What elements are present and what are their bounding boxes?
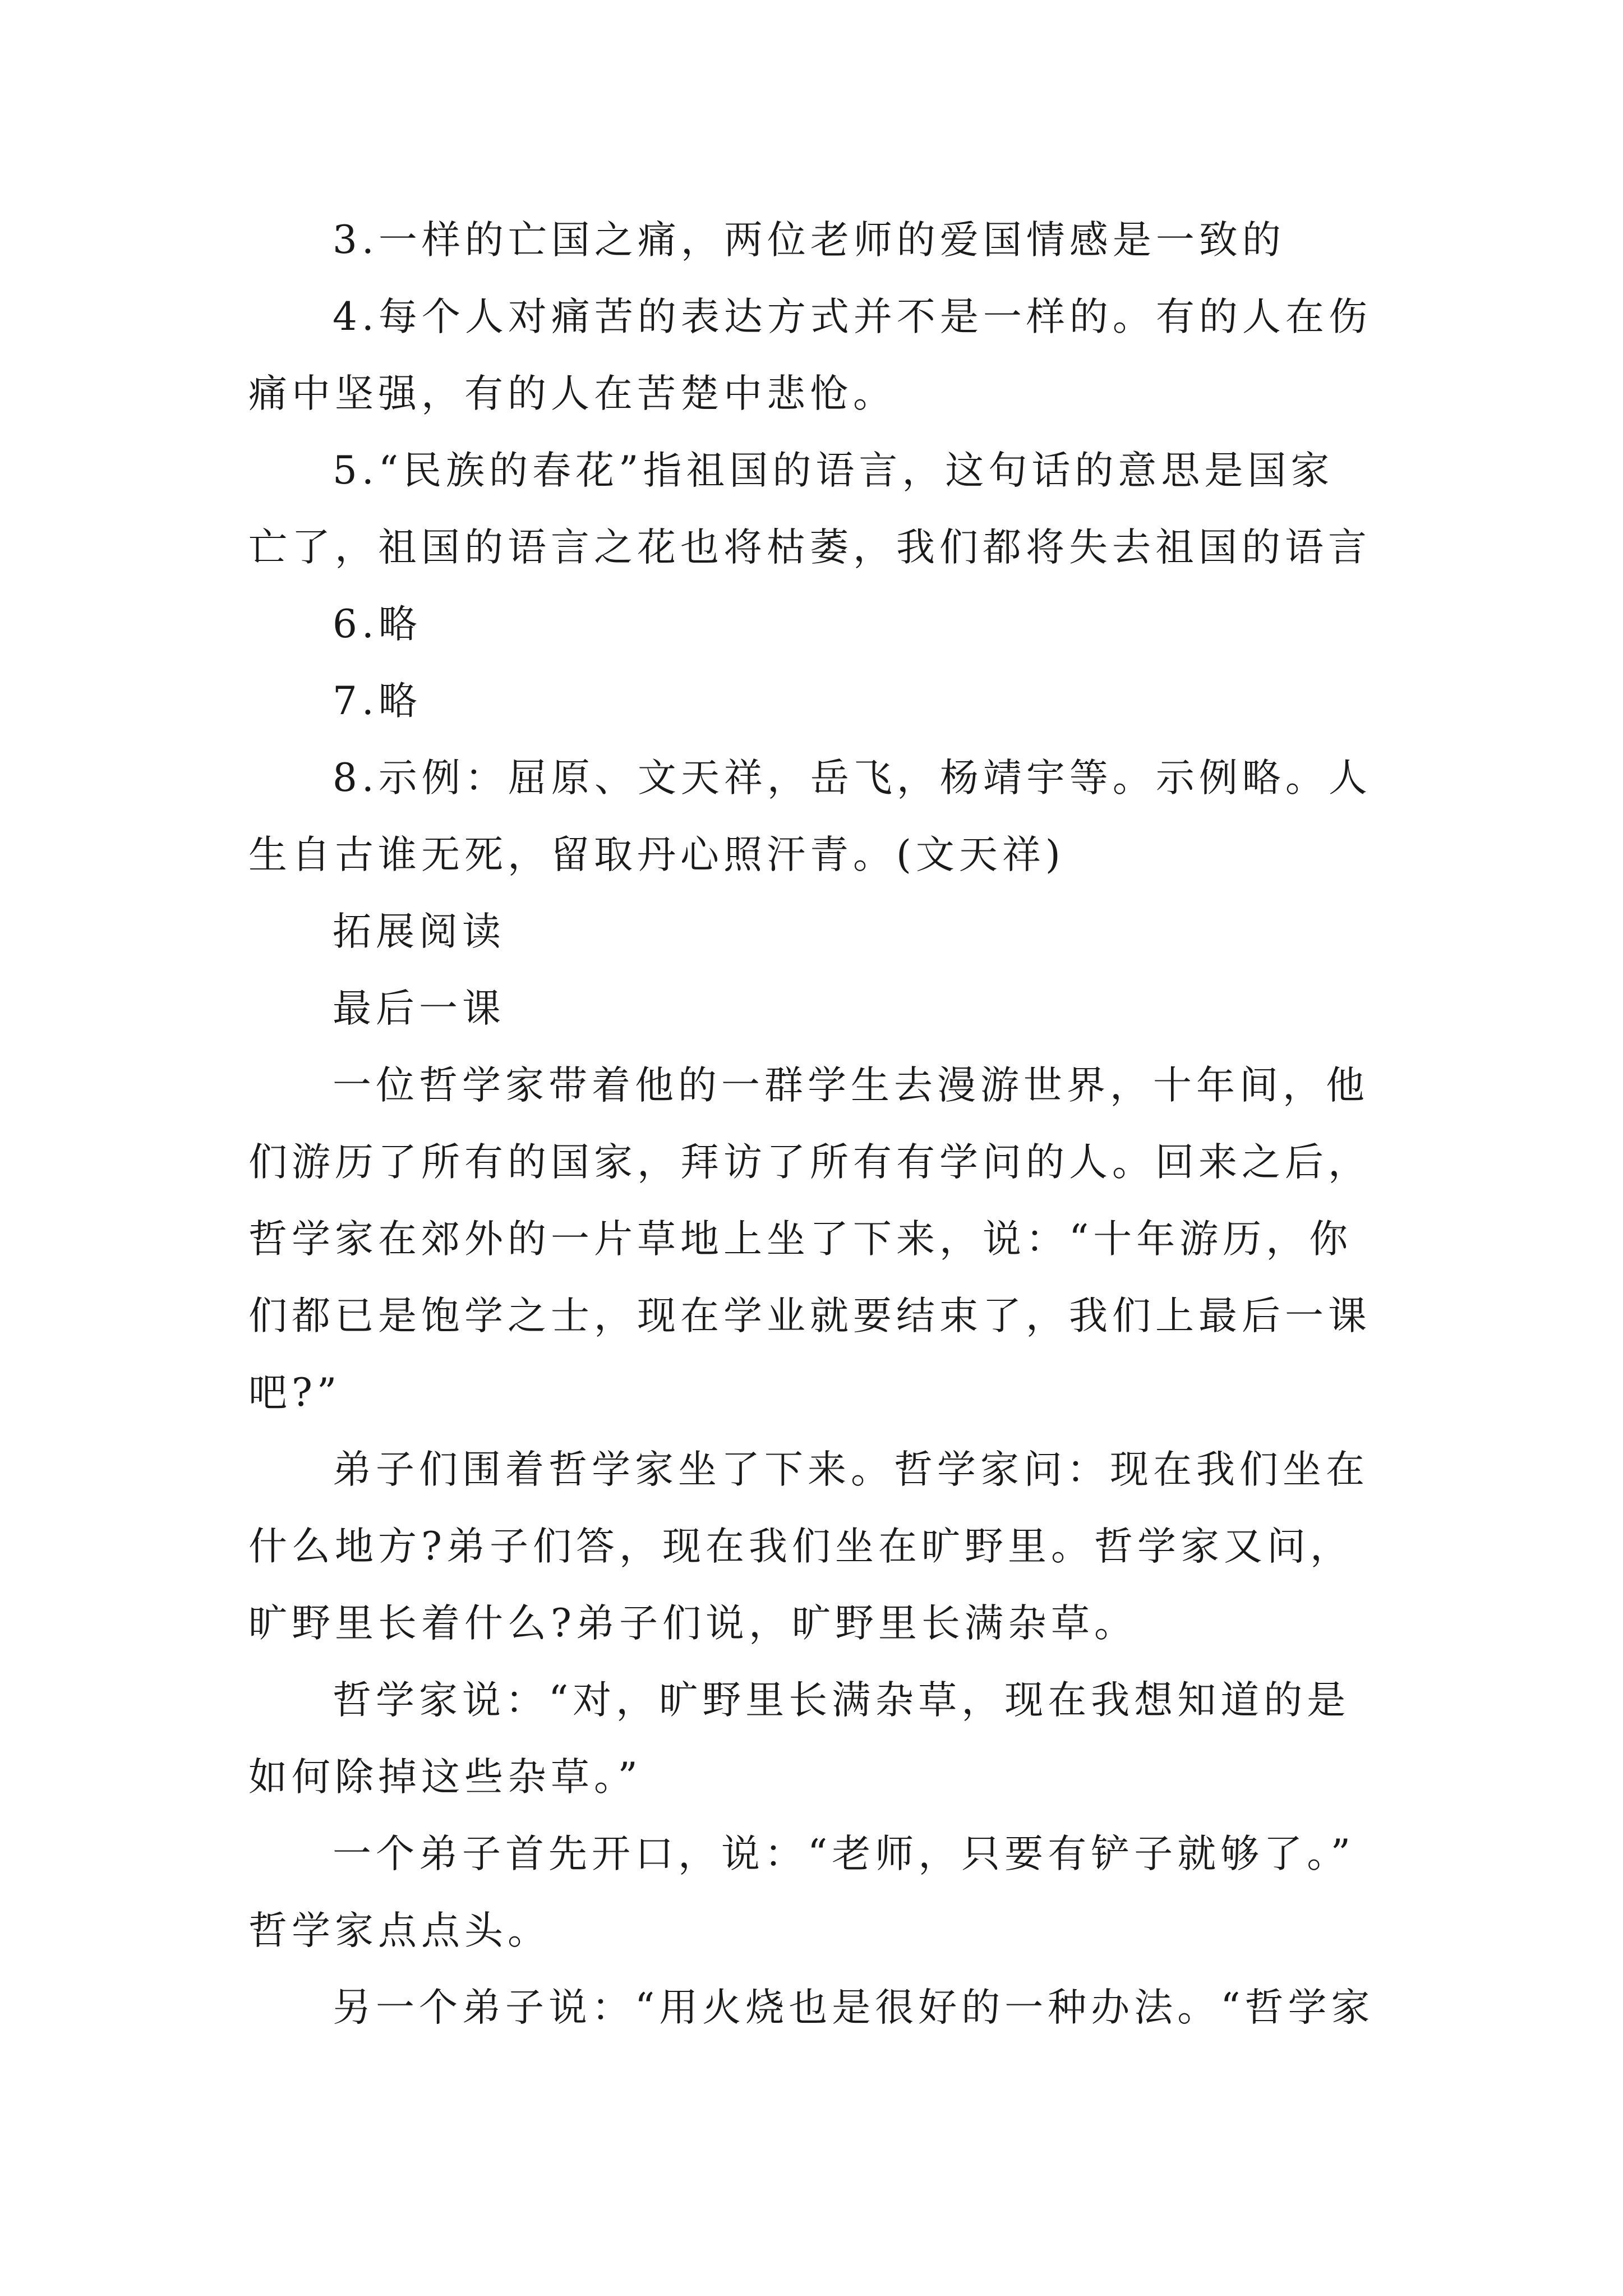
document-body	[248, 202, 1381, 2046]
answer-line-4: 4.每个人对痛苦的表达方式并不是一样的。有的人在伤	[333, 295, 1372, 339]
story-paragraph-1-line-2: 们游历了所有的国家，拜访了所有有学问的人。回来之后，	[248, 1140, 1371, 1185]
story-paragraph-1-line-4: 们都已是饱学之士，现在学业就要结束了，我们上最后一课	[248, 1294, 1371, 1338]
story-paragraph-4-line-2: 哲学家点点头。	[248, 1908, 551, 1953]
story-paragraph-2-line-3: 旷野里长着什么?弟子们说，旷野里长满杂草。	[248, 1601, 1137, 1646]
story-paragraph-1-line-3: 哲学家在郊外的一片草地上坐了下来，说：“十年游历，你	[248, 1217, 1353, 1262]
story-paragraph-1-line-1: 一位哲学家带着他的一群学生去漫游世界，十年间，他	[333, 1063, 1369, 1108]
story-paragraph-3-line-1: 哲学家说：“对，旷野里长满杂草，现在我想知道的是	[333, 1678, 1350, 1723]
story-paragraph-2-line-2: 什么地方?弟子们答，现在我们坐在旷野里。哲学家又问，	[248, 1524, 1353, 1569]
answer-line-8-cont: 生自古谁无死，留取丹心照汗青。(文天祥)	[248, 832, 1065, 877]
answer-line-8: 8.示例：屈原、文天祥，岳飞，杨靖宇等。示例略。人	[333, 756, 1372, 800]
answer-line-7: 7.略	[333, 679, 422, 724]
answer-line-5-cont: 亡了，祖国的语言之花也将枯萎，我们都将失去祖国的语言	[248, 525, 1371, 570]
story-title: 最后一课	[333, 986, 505, 1031]
answer-line-4-cont: 痛中坚强，有的人在苦楚中悲怆。	[248, 371, 896, 416]
answer-line-6: 6.略	[333, 602, 422, 647]
story-paragraph-3-line-2: 如何除掉这些杂草。”	[248, 1755, 642, 1800]
answer-line-5: 5.“民族的春花”指祖国的语言，这句话的意思是国家	[333, 448, 1334, 493]
section-heading: 拓展阅读	[333, 909, 505, 954]
answer-line-3: 3.一样的亡国之痛，两位老师的爱国情感是一致的	[333, 218, 1285, 263]
story-paragraph-5-line-1: 另一个弟子说：“用火烧也是很好的一种办法。“哲学家	[333, 1985, 1375, 2030]
story-paragraph-2-line-1: 弟子们围着哲学家坐了下来。哲学家问：现在我们坐在	[333, 1447, 1369, 1492]
story-paragraph-4-line-1: 一个弟子首先开口，说：“老师，只要有铲子就够了。”	[333, 1832, 1355, 1876]
story-paragraph-1-line-5: 吧?”	[248, 1370, 342, 1415]
